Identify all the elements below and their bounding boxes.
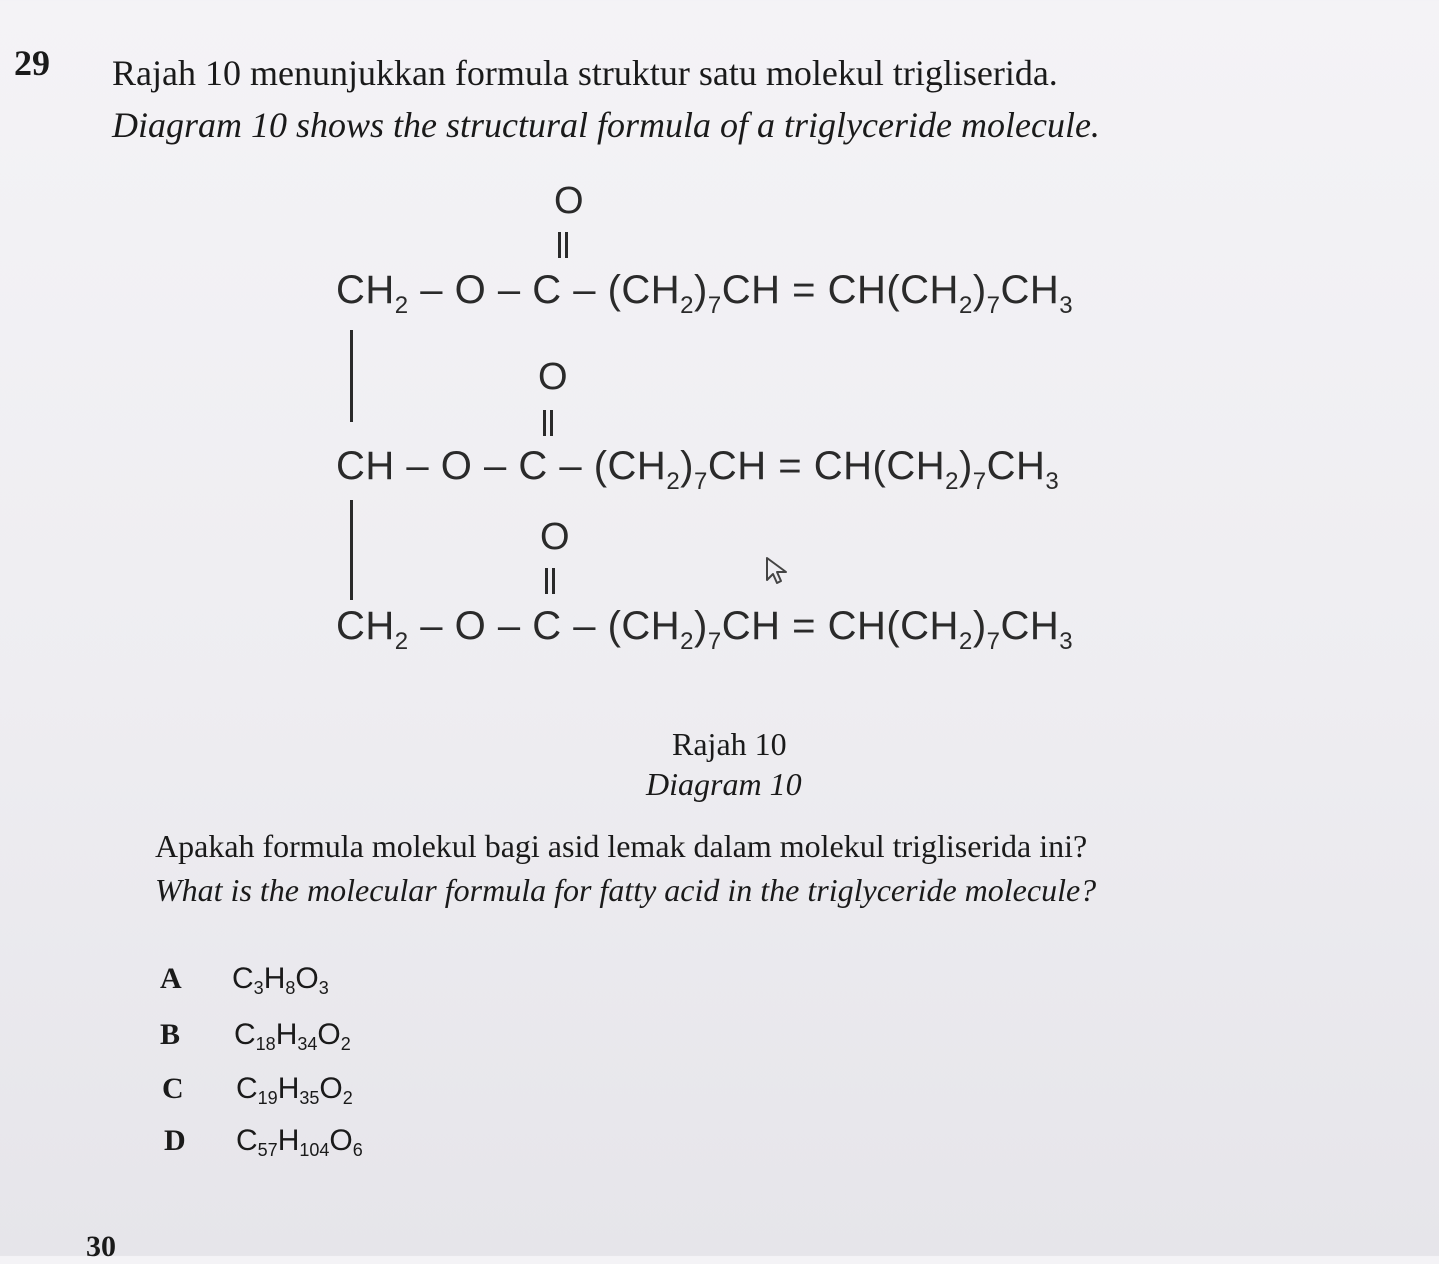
- question-stem-malay: Rajah 10 menunjukkan formula struktur satu molekul trigliserida.: [112, 53, 1058, 93]
- option-letter: A: [160, 962, 182, 995]
- option-formula: $C_{18}H_{34}O_2$: [234, 1018, 351, 1054]
- option-a[interactable]: [160, 962, 329, 998]
- question-ask-english: What is the molecular formula for fatty acid in the triglyceride molecule?: [155, 872, 1097, 908]
- ester-row-1: $CH_2 - O - C - (CH_2)_7CH = CH(CH_2)_7CH_3$: [336, 268, 1074, 319]
- question-ask-malay: Apakah formula molekul bagi asid lemak dalam molekul trigliserida ini?: [155, 828, 1088, 864]
- backbone-bond-2: [350, 500, 353, 600]
- option-formula: $C_{19}H_{35}O_2$: [236, 1072, 353, 1108]
- option-letter: B: [160, 1018, 181, 1051]
- next-question-number: 30: [86, 1230, 116, 1263]
- ester-row-3: $CH_2 - O - C - (CH_2)_7CH = CH(CH_2)_7CH_3$: [336, 604, 1074, 655]
- question-stem-english: Diagram 10 shows the structural formula of a triglyceride molecule.: [112, 105, 1100, 145]
- carbonyl-oxygen-2: O: [538, 356, 568, 398]
- option-formula: $C_{57}H_{104}O_6$: [236, 1124, 363, 1160]
- ester-row-2: CH – $O - C - (CH_2)_7CH = CH(CH_2)_7CH_3$: [336, 444, 1060, 495]
- option-letter: D: [164, 1124, 186, 1157]
- double-bond-1: [558, 232, 568, 258]
- double-bond-2: [543, 410, 553, 436]
- mouse-pointer-icon: [764, 556, 792, 586]
- carbonyl-oxygen-1: O: [554, 180, 584, 222]
- question-number: 29: [14, 43, 50, 83]
- option-c[interactable]: [162, 1072, 353, 1108]
- diagram-caption-malay: Rajah 10: [672, 726, 787, 762]
- option-letter: C: [162, 1072, 184, 1105]
- carbonyl-oxygen-3: O: [540, 516, 570, 558]
- option-d[interactable]: [164, 1124, 363, 1160]
- diagram-caption-english: Diagram 10: [646, 766, 802, 802]
- option-formula: $C_3H_8O_3$: [232, 962, 329, 998]
- backbone-bond-1: [350, 330, 353, 422]
- option-b[interactable]: [160, 1018, 351, 1054]
- double-bond-3: [545, 568, 555, 594]
